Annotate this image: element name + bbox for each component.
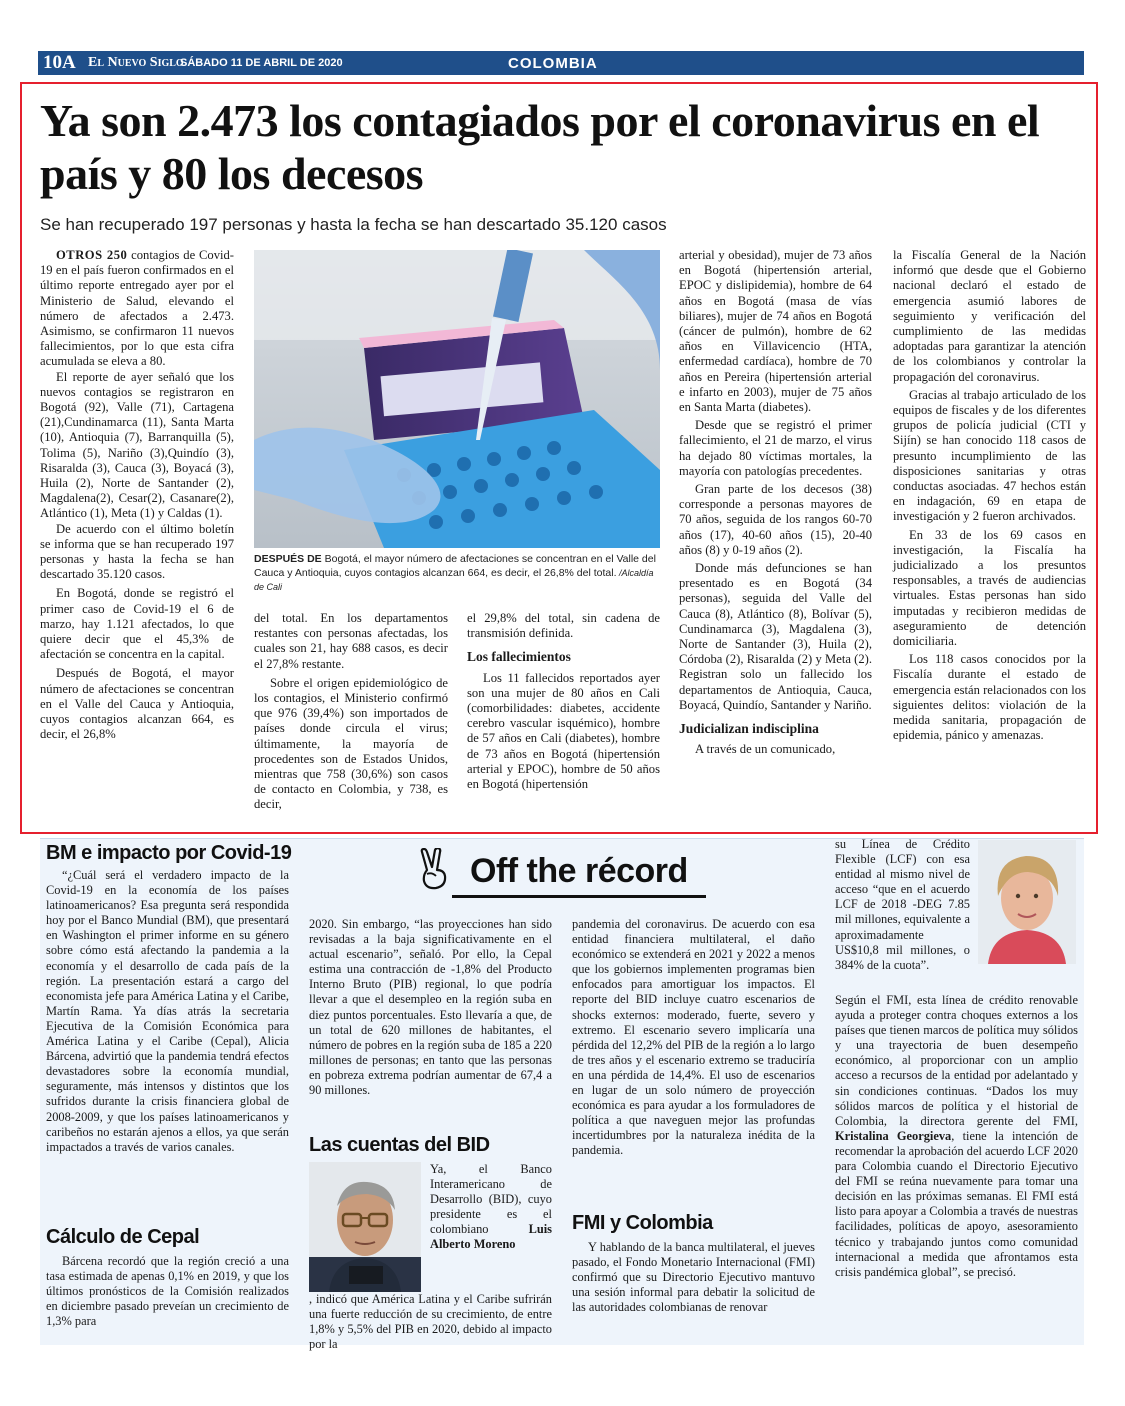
article-paragraph: del total. En los departamentos restantes con personas afectadas, los cuales son 21, hay 688 casos, es decir el 27,8% restante.	[254, 611, 448, 671]
off-record-column-3b	[572, 1240, 815, 1315]
article-paragraph: A través de un comunicado,	[695, 742, 836, 757]
lab-photo-illustration	[254, 250, 660, 548]
article-paragraph: Los 11 fallecidos reportados ayer son una mujer de 80 años en Cali (comorbilidades: diabetes, accidente cerebro vascular isquémico), hombre de 57 años en Cali (diabetes), hombre de 73 años en Bogotá (hipertensión arterial y EPOC), hombre de 50 años en Bogotá (hipertensión	[467, 670, 660, 792]
article-paragraph: Los 118 casos conocidos por la Fiscalía durante el estado de emergencia están relacionados con los siguientes delitos: violación de la medida sanitaria, propagación de epidemia, pánico y amenazas.	[893, 652, 1086, 743]
article-column-4	[679, 248, 872, 758]
article-column-3	[467, 611, 660, 792]
off-record-column-4b	[835, 993, 1078, 1280]
article-column-1	[40, 248, 234, 743]
article-paragraph: Después de Bogotá, el mayor número de afectaciones se concentran en el Valle del Cauca y Antioquia, cuyos contagios alcanzan 664, es decir, el 26,8%	[40, 666, 234, 742]
article-paragraph: Desde que se registró el primer fallecimiento, el 21 de marzo, el virus ha dejado 80 víctimas mortales, la mayoría con patologías precedentes.	[679, 418, 872, 478]
article-paragraph: Donde más defunciones se han presentado es en Bogotá (34 personas), seguida del Valle del Cauca (8), Atlántico (8), Bolívar (5), Cundinamarca (3), Magdalena (3), Norte de Santander (3), Huila (2), Córdoba (2), Risaralda (2) y Meta (2). Registran solo un fallecido los departamentos de Antioquia, Cauca, Boyacá, Quindío, Santander y Nariño.	[679, 561, 872, 712]
person-name: Luis Alberto Moreno	[430, 1222, 552, 1252]
issue-date: SÁBADO 11 DE ABRIL DE 2020	[180, 57, 343, 69]
kristalina-georgieva-photo	[978, 840, 1076, 964]
article-paragraph: el 29,8% del total, sin cadena de transmisión definida.	[467, 611, 660, 641]
off-record-column-3	[572, 917, 815, 1159]
article-subhead: Se han recuperado 197 personas y hasta la fecha se han descartado 35.120 casos	[40, 215, 667, 234]
off-record-column-2	[309, 917, 552, 1098]
section-heading: BM e impacto por Covid-19	[46, 842, 292, 864]
luis-alberto-moreno-photo	[309, 1162, 421, 1292]
article-paragraph: Gran parte de los decesos (38) corresponde a personas mayores de 70 años, seguida de los rangos 60-70 años (17), 40-60 años (15), 20-40 años (8) y 0-19 años (2).	[679, 482, 872, 557]
off-record-paragraph: Ya, el Banco Interamericano de Desarrollo (BID), cuyo presidente es el colombiano	[430, 1162, 552, 1237]
article-lead-word: OTROS 250	[56, 248, 128, 262]
article-paragraph: El reporte de ayer señaló que los nuevos contagios se registraron en Bogotá (92), Valle (71), Cartagena (21),Cundinamarca (11), Santa Marta (10), Antioquia (7), Barranquilla (5), Tolima (5), Nariño (3),Quindío (3), Risaralda (3), Cauca (3), Boyacá (3), Huila (2), Norte de Santander (2), Magdalena(2), Cesar(2), Casanare(2), Atlántico (1), Meta (1) y Caldas (1).	[40, 369, 234, 521]
article-subheading: Judicializan indisciplina	[679, 721, 819, 737]
off-record-paragraph: Bárcena recordó que la región creció a una tasa estimada de apenas 0,1% en 2019, y que los últimos pronósticos de la Comisión realizados en diciembre pasado preveían un crecimiento de 1,3% para	[46, 1254, 289, 1329]
article-paragraph: En 33 de los 69 casos en investigación, la Fiscalía ha judicializado a los presuntos responsables, a través de audiencias virtuales. Estas personas han sido imputadas y recibieron medidas de aseguramiento de detención domiciliaria.	[893, 527, 1086, 649]
caption-lead: DESPUÉS DE	[254, 553, 322, 565]
off-the-record-title: Off the récord	[470, 852, 688, 890]
off-record-paragraph: su Línea de Crédito Flexible (LCF) con esa entidad al mismo nivel de acceso “que en el acuerdo LCF de 2018 -DEG 7.85 mil millones, equivalente a aproximadamente US$10,8 mil millones, o 384% de la cuota”.	[835, 837, 970, 972]
title-underline	[452, 895, 706, 898]
victory-hand-icon	[418, 848, 450, 895]
photo-credit: /Alcaldía de Cali	[254, 568, 654, 592]
article-subheading: Los fallecimientos	[467, 649, 571, 665]
lab-photo	[254, 250, 660, 548]
section-heading: Las cuentas del BID	[309, 1134, 490, 1156]
off-record-paragraph: pandemia del coronavirus. De acuerdo con esa entidad financiera multilateral, el daño económico se extenderá en 2021 y 2022 a menos que los gobiernos implementen programas bien enfocados para amortiguar los impactos. El reporte del BID incluye cuatro escenarios de shocks externos: moderado, fuerte, severo y extremo. El escenario severo implicaría una pérdida del 12,2% del PIB de la región a lo largo de tres años y el escenario extremo se traduciría en una pérdida de 14,4%. El uso de escenarios en lugar de un solo número de proyección económica es para ayudar a los formuladores de política a que naveguen mejor las profundas incertidumbres por la naturaleza inédita de la pandemia.	[572, 917, 815, 1158]
off-record-paragraph: Según el FMI, esta línea de crédito renovable ayuda a proteger contra choques externos a los países que tienen marcos de política muy sólidos y una trayectoria de buen desempeño económico, al proporcionar con un amplio acceso a recursos de la entidad por adelantado y sin condiciones continuas. “Dados los muy sólidos marcos de política y el historial de Colombia, la directora gerente del FMI,	[835, 993, 1078, 1128]
article-paragraph: arterial y obesidad), mujer de 73 años en Bogotá (hipertensión arterial, EPOC y dislipidemia), hombre de 64 años en Bogotá (masa de vías biliares), mujer de 74 años en Bogotá (cáncer de pulmón), hombre de 62 años en Villavicencio (HTA, enfermedad cardíaca), hombre de 70 años en Pereira (hipertensión arterial e infarto en 2003), mujer de 75 años en Santa Marta (diabetes).	[679, 248, 872, 415]
page-header-bar	[38, 51, 1084, 75]
newspaper-name: El Nuevo Siglo	[88, 55, 184, 70]
article-paragraph: la Fiscalía General de la Nación informó que desde que el Gobierno nacional declaró el estado de emergencia asumió labores de seguimiento y verificación del cumplimiento de las medidas adoptadas para garantizar la atención de los colombianos y controlar la propagación del coronavirus.	[893, 248, 1086, 384]
off-record-paragraph: 2020. Sin embargo, “las proyecciones han sido revisadas a la baja significativamente en el actual escenario”, señaló. Por ello, la Cepal estima una contracción de -1,8% del Producto Interno Bruto (PIB) regional, lo que podría llevar a que el desempleo en la región suba en diez puntos porcentuales. Esto llevaría a que, de un total de 620 millones de habitantes, el número de pobres en la región suba de 185 a 220 millones de personas; en tanto que las personas en pobreza extrema podrían aumentar de 67,4 a 90 millones.	[309, 917, 552, 1098]
off-record-column-4a	[835, 837, 970, 973]
page-number: 10A	[43, 52, 76, 73]
off-record-paragraph: “¿Cuál será el verdadero impacto de la Covid-19 en la economía de los países latinoamericanos? Esa pregunta será respondida hoy por el Banco Mundial (BM), que presentará en Washington el primer informe en su género sobre cómo está afectando la pandemia a la economía y el desarrollo de cada país de la región. La presentación estará a cargo del economista jefe para América Latina y el Caribe, Martín Rama. Ya días atrás la secretaria Ejecutiva de la Comisión Económica para América Latina y el Caribe (Cepal), Alicia Bárcena, advirtió que la pandemia tendrá efectos devastadores sobre la economía mundial, seguramente, más intensos y distintos que los sufridos durante la crisis financiera global de 2008-2009, y que los países latinoamericanos y caribeños no estarán ajenos a ellos, ya que serán impactados a través de varios canales.	[46, 868, 289, 1154]
article-paragraph: Gracias al trabajo articulado de los equipos de fiscales y de los diferentes grupos de policía judicial (CTI y Sijín) se han conocido 118 casos de presunto incumplimiento de las disposiciones sanitarias y otras conductas asociadas. 47 hechos están en indagación, 69 en etapa de investigación y 2 fueron archivados.	[893, 387, 1086, 524]
article-paragraph: En Bogotá, donde se registró el primer caso de Covid-19 el 6 de marzo, hay 1.121 afectados, lo que quiere decir que el 45,3% de afectación se concentra en la capital.	[40, 586, 234, 662]
article-paragraph: contagios de Covid-19 en el país fueron confirmados en el último reporte entregado ayer por el Ministerio de Salud, elevando el número de afectados a 2.473. Asimismo, se confirmaron 11 nuevos fallecimientos, por lo que esta cifra acumulada se eleva a 80.	[40, 248, 234, 369]
person-name: Kristalina Georgieva	[835, 1128, 952, 1143]
caption-text: Bogotá, el mayor número de afectaciones se concentran en el Valle del Cauca y Antioquia, cuyos contagios alcanzan 664, es decir, el 26,8% del total.	[254, 553, 656, 579]
off-record-column-1b	[46, 1254, 289, 1329]
section-name: COLOMBIA	[508, 55, 598, 72]
section-heading: Cálculo de Cepal	[46, 1226, 200, 1248]
off-record-paragraph: , indicó que América Latina y el Caribe sufrirán una fuerte reducción de su crecimiento, de entre 1,8% y 5,5% del PIB en 2020, debido al impacto por la	[309, 1292, 552, 1352]
off-record-paragraph: , tiene la intención de recomendar la aprobación del acuerdo LCF 2020 para Colombia cuando el Directorio Ejecutivo del FMI se reúna nuevamente para tomar una decisión en las próximas semanas. El FMI está listo para apoyar a Colombia a través de nuestras facilidades, políticas de apoyo, asesoramiento técnico y trabajando juntos como comunidad internacional a medida que afrontamos esta crisis pandémica global”, se precisó.	[835, 1128, 1078, 1279]
article-paragraph: Sobre el origen epidemiológico de los contagios, el Ministerio confirmó que 976 (39,4%) son importados de países donde circula el virus; últimamente, la mayoría de procedentes son de Estados Unidos, mientras que 758 (30,6%) son casos de contacto en Colombia, y 738, es decir,	[254, 675, 448, 812]
section-heading: FMI y Colombia	[572, 1212, 713, 1234]
off-record-column-1	[46, 868, 289, 1155]
off-record-paragraph: Y hablando de la banca multilateral, el jueves pasado, el Fondo Monetario Internacional (FMI) confirmó que su Directorio Ejecutivo mantuvo una sesión informal para debatir la solicitud de las autoridades colombianas de renovar	[572, 1240, 815, 1315]
article-column-5	[893, 248, 1086, 744]
photo-caption	[254, 552, 660, 594]
off-record-column-2c	[309, 1292, 552, 1352]
article-paragraph: De acuerdo con el último boletín se informa que se han recuperado 197 personas y hasta la fecha se han descartado 35.120 casos.	[40, 521, 234, 582]
article-headline: Ya son 2.473 los contagiados por el coronavirus en el país y 80 los decesos	[40, 95, 1040, 199]
off-record-column-2b	[430, 1162, 552, 1253]
article-column-2	[254, 611, 448, 813]
